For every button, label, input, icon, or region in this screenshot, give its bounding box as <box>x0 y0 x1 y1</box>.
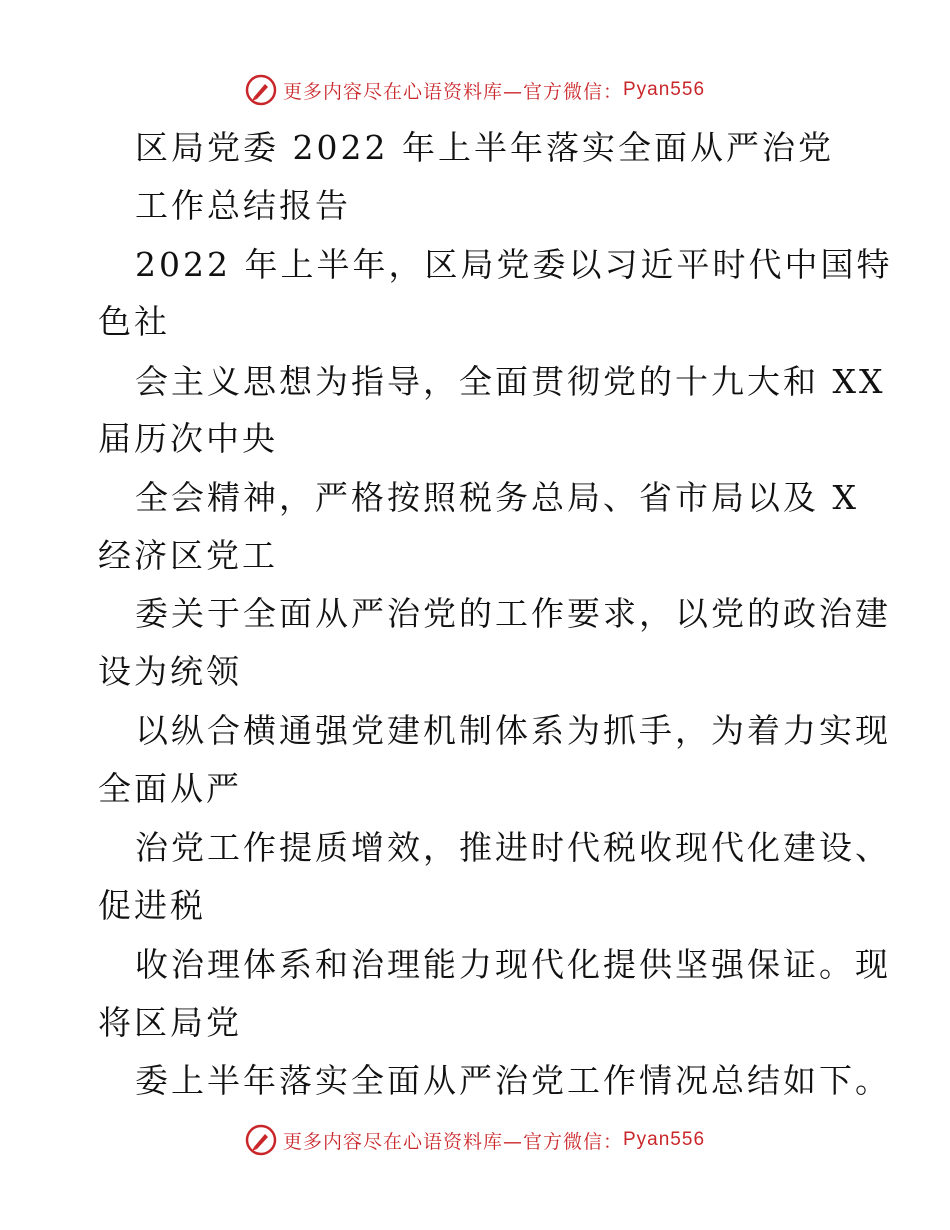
banner-wechat-id: Pyan556 <box>623 79 706 100</box>
pen-logo-icon <box>245 74 277 106</box>
banner-wechat-id: Pyan556 <box>623 1129 706 1150</box>
pen-logo-icon <box>245 1124 277 1156</box>
header-watermark-banner <box>0 70 950 110</box>
paragraph-line: 以纵合横通强党建机制体系为抓手，为着力实现 <box>135 711 891 750</box>
paragraph-line: 设为统领 <box>98 652 242 691</box>
paragraph-line: 委关于全面从严治党的工作要求，以党的政治建 <box>135 594 891 633</box>
banner-text: 更多内容尽在心语资料库—官方微信： <box>282 1130 623 1153</box>
paragraph-line: 促进税 <box>98 886 206 925</box>
paragraph-line: 2022 年上半年，区局党委以习近平时代中国特 <box>135 245 893 284</box>
paragraph-line: 全会精神，严格按照税务总局、省市局以及 X <box>135 478 859 517</box>
paragraph-line: 色社 <box>98 302 170 341</box>
paragraph-line: 会主义思想为指导，全面贯彻党的十九大和 XX <box>135 362 886 401</box>
paragraph-line: 收治理体系和治理能力现代化提供坚强保证。现 <box>135 945 891 984</box>
paragraph-line: 委上半年落实全面从严治党工作情况总结如下。 <box>135 1061 891 1100</box>
paragraph-line: 经济区党工 <box>98 536 278 575</box>
banner-text: 更多内容尽在心语资料库—官方微信： <box>282 80 623 103</box>
paragraph-line: 全面从严 <box>98 769 242 808</box>
footer-watermark-banner <box>0 1120 950 1160</box>
paragraph-line: 将区局党 <box>98 1003 242 1042</box>
paragraph-line: 届历次中央 <box>98 419 278 458</box>
doc-title-line-2: 工作总结报告 <box>135 186 351 225</box>
paragraph-line: 治党工作提质增效，推进时代税收现代化建设、 <box>135 828 891 867</box>
doc-title-line-1: 区局党委 2022 年上半年落实全面从严治党 <box>135 128 834 167</box>
